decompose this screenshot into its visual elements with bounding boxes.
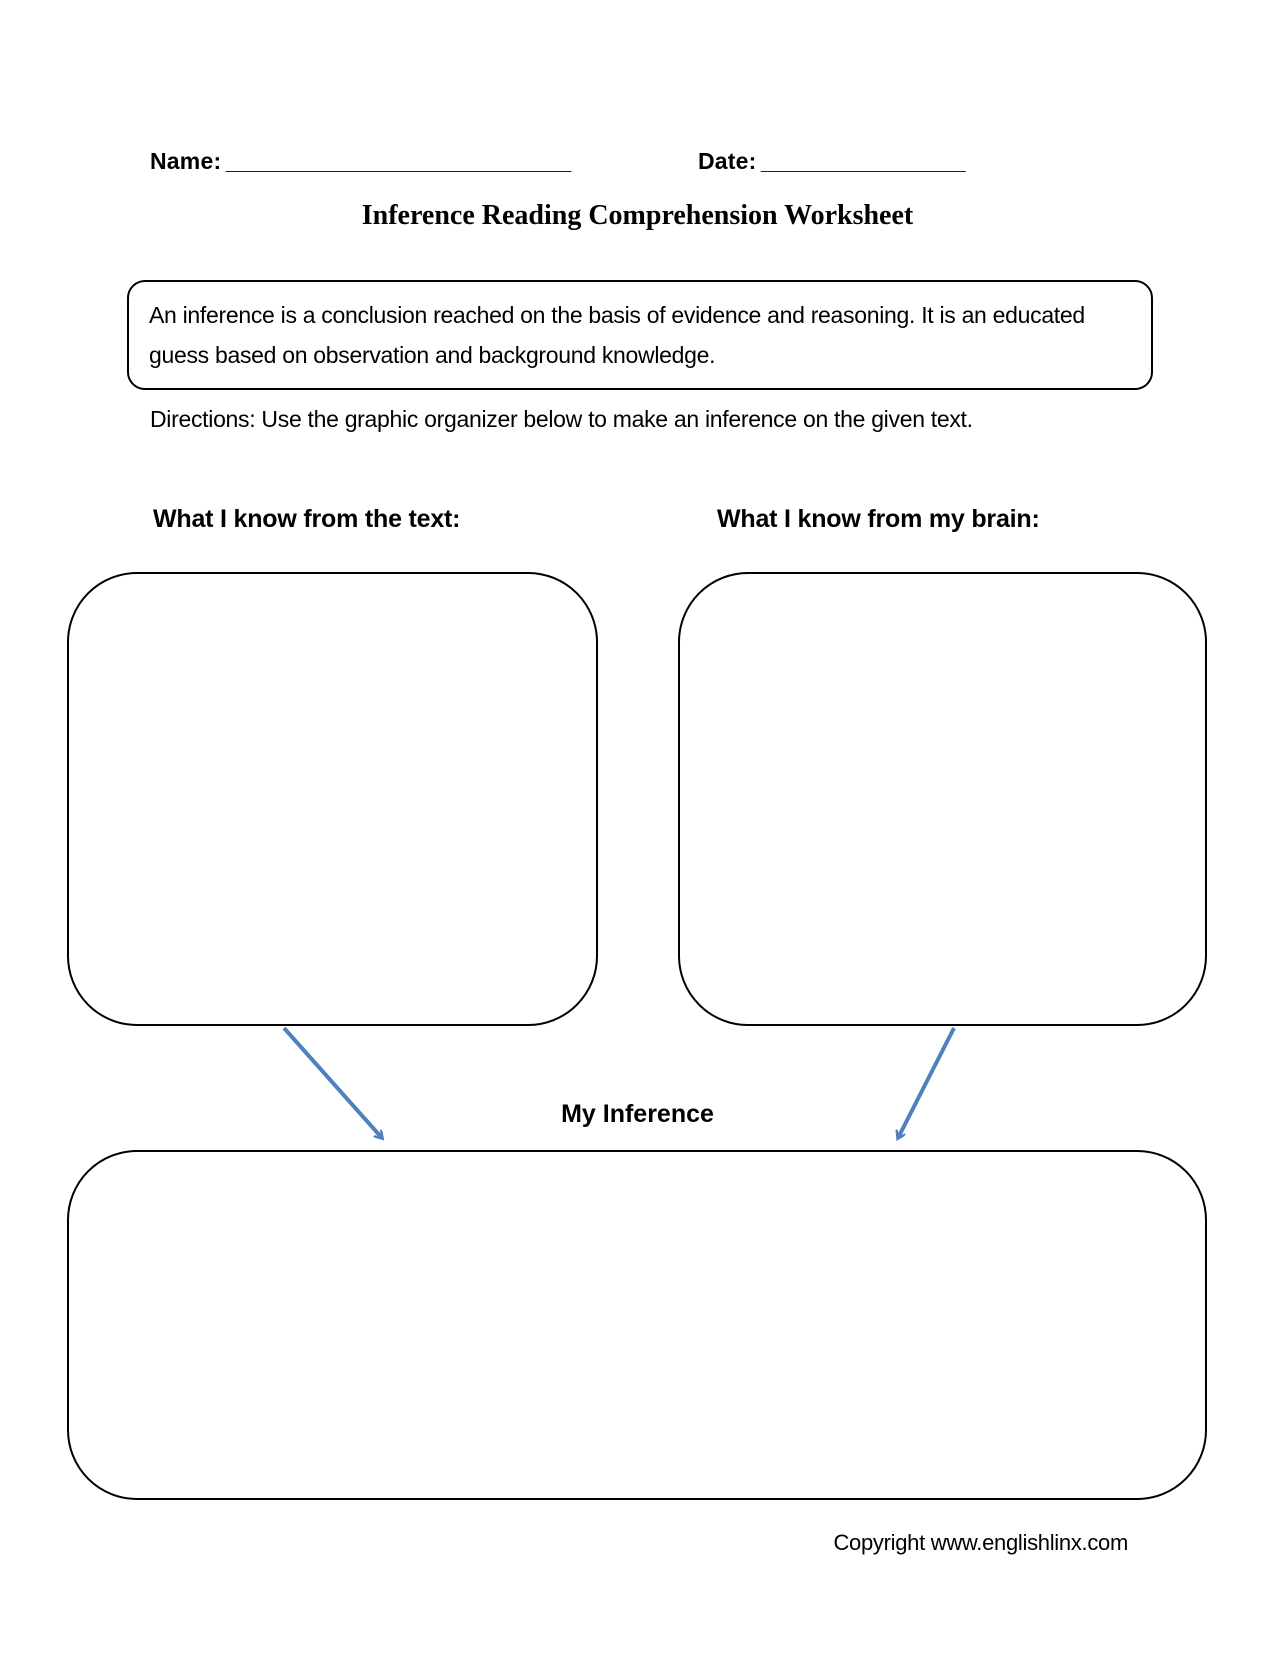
arrow-down-left-icon	[274, 1022, 399, 1152]
page-title: Inference Reading Comprehension Worksheet	[361, 200, 914, 231]
name-field-group	[150, 148, 571, 175]
text-knowledge-box[interactable]	[67, 572, 598, 1026]
inference-label: My Inference	[561, 1100, 714, 1128]
definition-text: An inference is a conclusion reached on the basis of evidence and reasoning. It is an educated guess based on observation and background knowledge.	[149, 302, 1085, 368]
text-knowledge-label: What I know from the text:	[153, 505, 461, 533]
definition-box	[127, 280, 1153, 390]
brain-knowledge-box[interactable]	[678, 572, 1207, 1026]
directions-text: Directions: Use the graphic organizer below to make an inference on the given text.	[150, 406, 973, 432]
copyright-text: Copyright www.englishlinx.com	[833, 1530, 1128, 1555]
inference-box[interactable]	[67, 1150, 1207, 1500]
date-blank-line[interactable]: ________________	[760, 148, 966, 174]
date-field-group	[698, 148, 966, 175]
name-label: Name:	[150, 148, 222, 174]
date-label: Date:	[698, 148, 757, 174]
arrow-down-right-icon	[884, 1022, 964, 1152]
name-blank-line[interactable]: ___________________________	[225, 148, 572, 174]
brain-knowledge-label: What I know from my brain:	[717, 505, 1040, 533]
